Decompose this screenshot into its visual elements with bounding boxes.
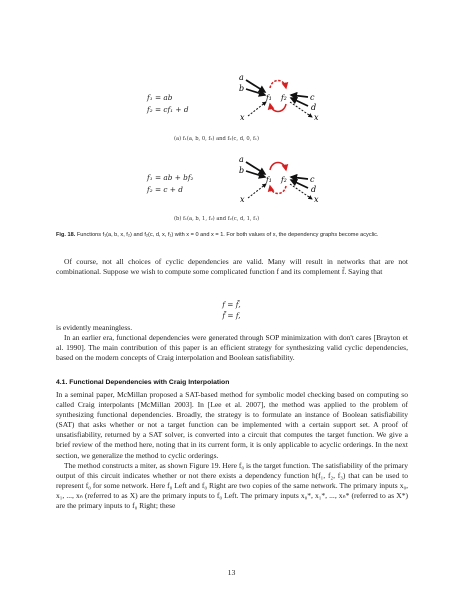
figure-a-eq1: f₁ = ab [147,93,173,102]
node-f2: f₂ [281,93,287,102]
paragraph-3: In an earlier era, functional dependencies were generated through SOP minimization with don't cares [Brayton et al. 1990]. The main contribution of this paper is an efficient strategy for synthesizing valid cyclic dependencies, based on the modern concepts of Craig interpolation and Boolean satisfiability. [56,333,408,363]
figure-b-caption: (b) f₁(a, b, 1, f₂) and f₂(c, d, 1, f₁) [174,216,260,222]
node-c: c [310,93,315,102]
dashed-x-f1 [248,184,266,198]
figure-b-diagram [228,150,328,208]
figure-a-equations [147,92,227,116]
figure-a-eq2: f₂ = cf₁ + d [147,105,189,114]
node-d: d [311,185,317,194]
loop-bottom [270,104,286,112]
figure-b-eq2: f₂ = c + d [147,185,183,194]
body-block-1 [56,257,408,277]
node-x: x [240,113,245,122]
figure-caption-label: Fig. 18. [56,232,76,238]
display-equation [0,299,463,321]
node-b: b [239,84,245,93]
paragraph-4: In a seminal paper, McMillan proposed a SAT-based method for symbolic model checking based on computing so called Craig interpolants [McMillan 2003]. In [Lee et al. 2007], the method was applied to the problem of synthesizing functional dependencies. Broadly, the strategy is to formulate an instance of Boolean satisfiability (SAT) that asks whether or not a target function can be implemented with a certain support set. A proof of unsatisfiability, returned by a SAT solver, is converted into a circuit that computes the target function. We give a brief review of the method here, noting that in its current form, it is only applicable to acyclic orderings. In the next section, we generalize the method to cyclic orderings. [56,390,408,460]
node-d: d [311,103,317,112]
figure-a-caption: (a) f₁(a, b, 0, f₂) and f₂(c, d, 0, f₁) [174,136,259,142]
dashed-f2-x [290,184,312,199]
node-c: c [310,175,315,184]
arrow-c-f2 [291,95,308,97]
paragraph-2: is evidently meaningless. [56,323,133,332]
figure-b-equations [147,172,227,196]
figure-caption-text: Functions f₁(a, b, x, f₂) and f₂(c, d, x, f₁) with x = 0 and x = 1. For both values of x, the dependency graphs become acyclic. [76,232,379,238]
node-x-right: x [314,113,319,122]
paragraph-5: The method constructs a miter, as shown Figure 19. Here f₀ is the target function. The satisfiability of the primary output of this circuit indicates whether or not there exists a dependency function h(f₁, f₂, f₃) that can be used to represent f₀ for some network. Here f₀ Left and f₀ Right are two copies of the same network. The primary inputs x₀, x₁, ..., xₙ (referred to as X) are the primary inputs to f₀ Left. The primary inputs x₀*, x₁*, ..., xₙ* (referred to as X*) are the primary inputs to f₀ Right; these [56,460,408,511]
body-block-2 [56,323,408,363]
loop-top [270,163,286,171]
node-b: b [239,166,245,175]
display-eq-1: f = f̄, [222,300,241,309]
paragraph-1: Of course, not all choices of cyclic dependencies are valid. Many will result in networks that are not combinational. Suppose we wish to compute some complicated function f and its complement f̄. Saying that [56,257,408,277]
node-a: a [239,155,244,164]
arrow-c-f2 [291,177,308,179]
node-x: x [240,195,245,204]
node-f1: f₁ [266,93,272,102]
node-a: a [239,73,244,82]
node-f1: f₁ [266,175,272,184]
section-heading: 4.1. Functional Dependencies with Craig Interpolation [56,379,230,386]
dashed-x-f1 [248,102,266,116]
node-x-right: x [314,195,319,204]
loop-bottom [270,186,286,194]
display-eq-2: f̄ = f, [222,311,241,320]
figure-caption [56,231,408,239]
figure-b-eq1: f₁ = ab + bf₂ [147,173,194,182]
figure-a-diagram [228,68,328,126]
body-block-3 [56,390,408,511]
node-f2: f₂ [281,175,287,184]
loop-top [270,81,286,89]
page-number: 13 [227,568,236,577]
dashed-f2-x [290,102,312,117]
